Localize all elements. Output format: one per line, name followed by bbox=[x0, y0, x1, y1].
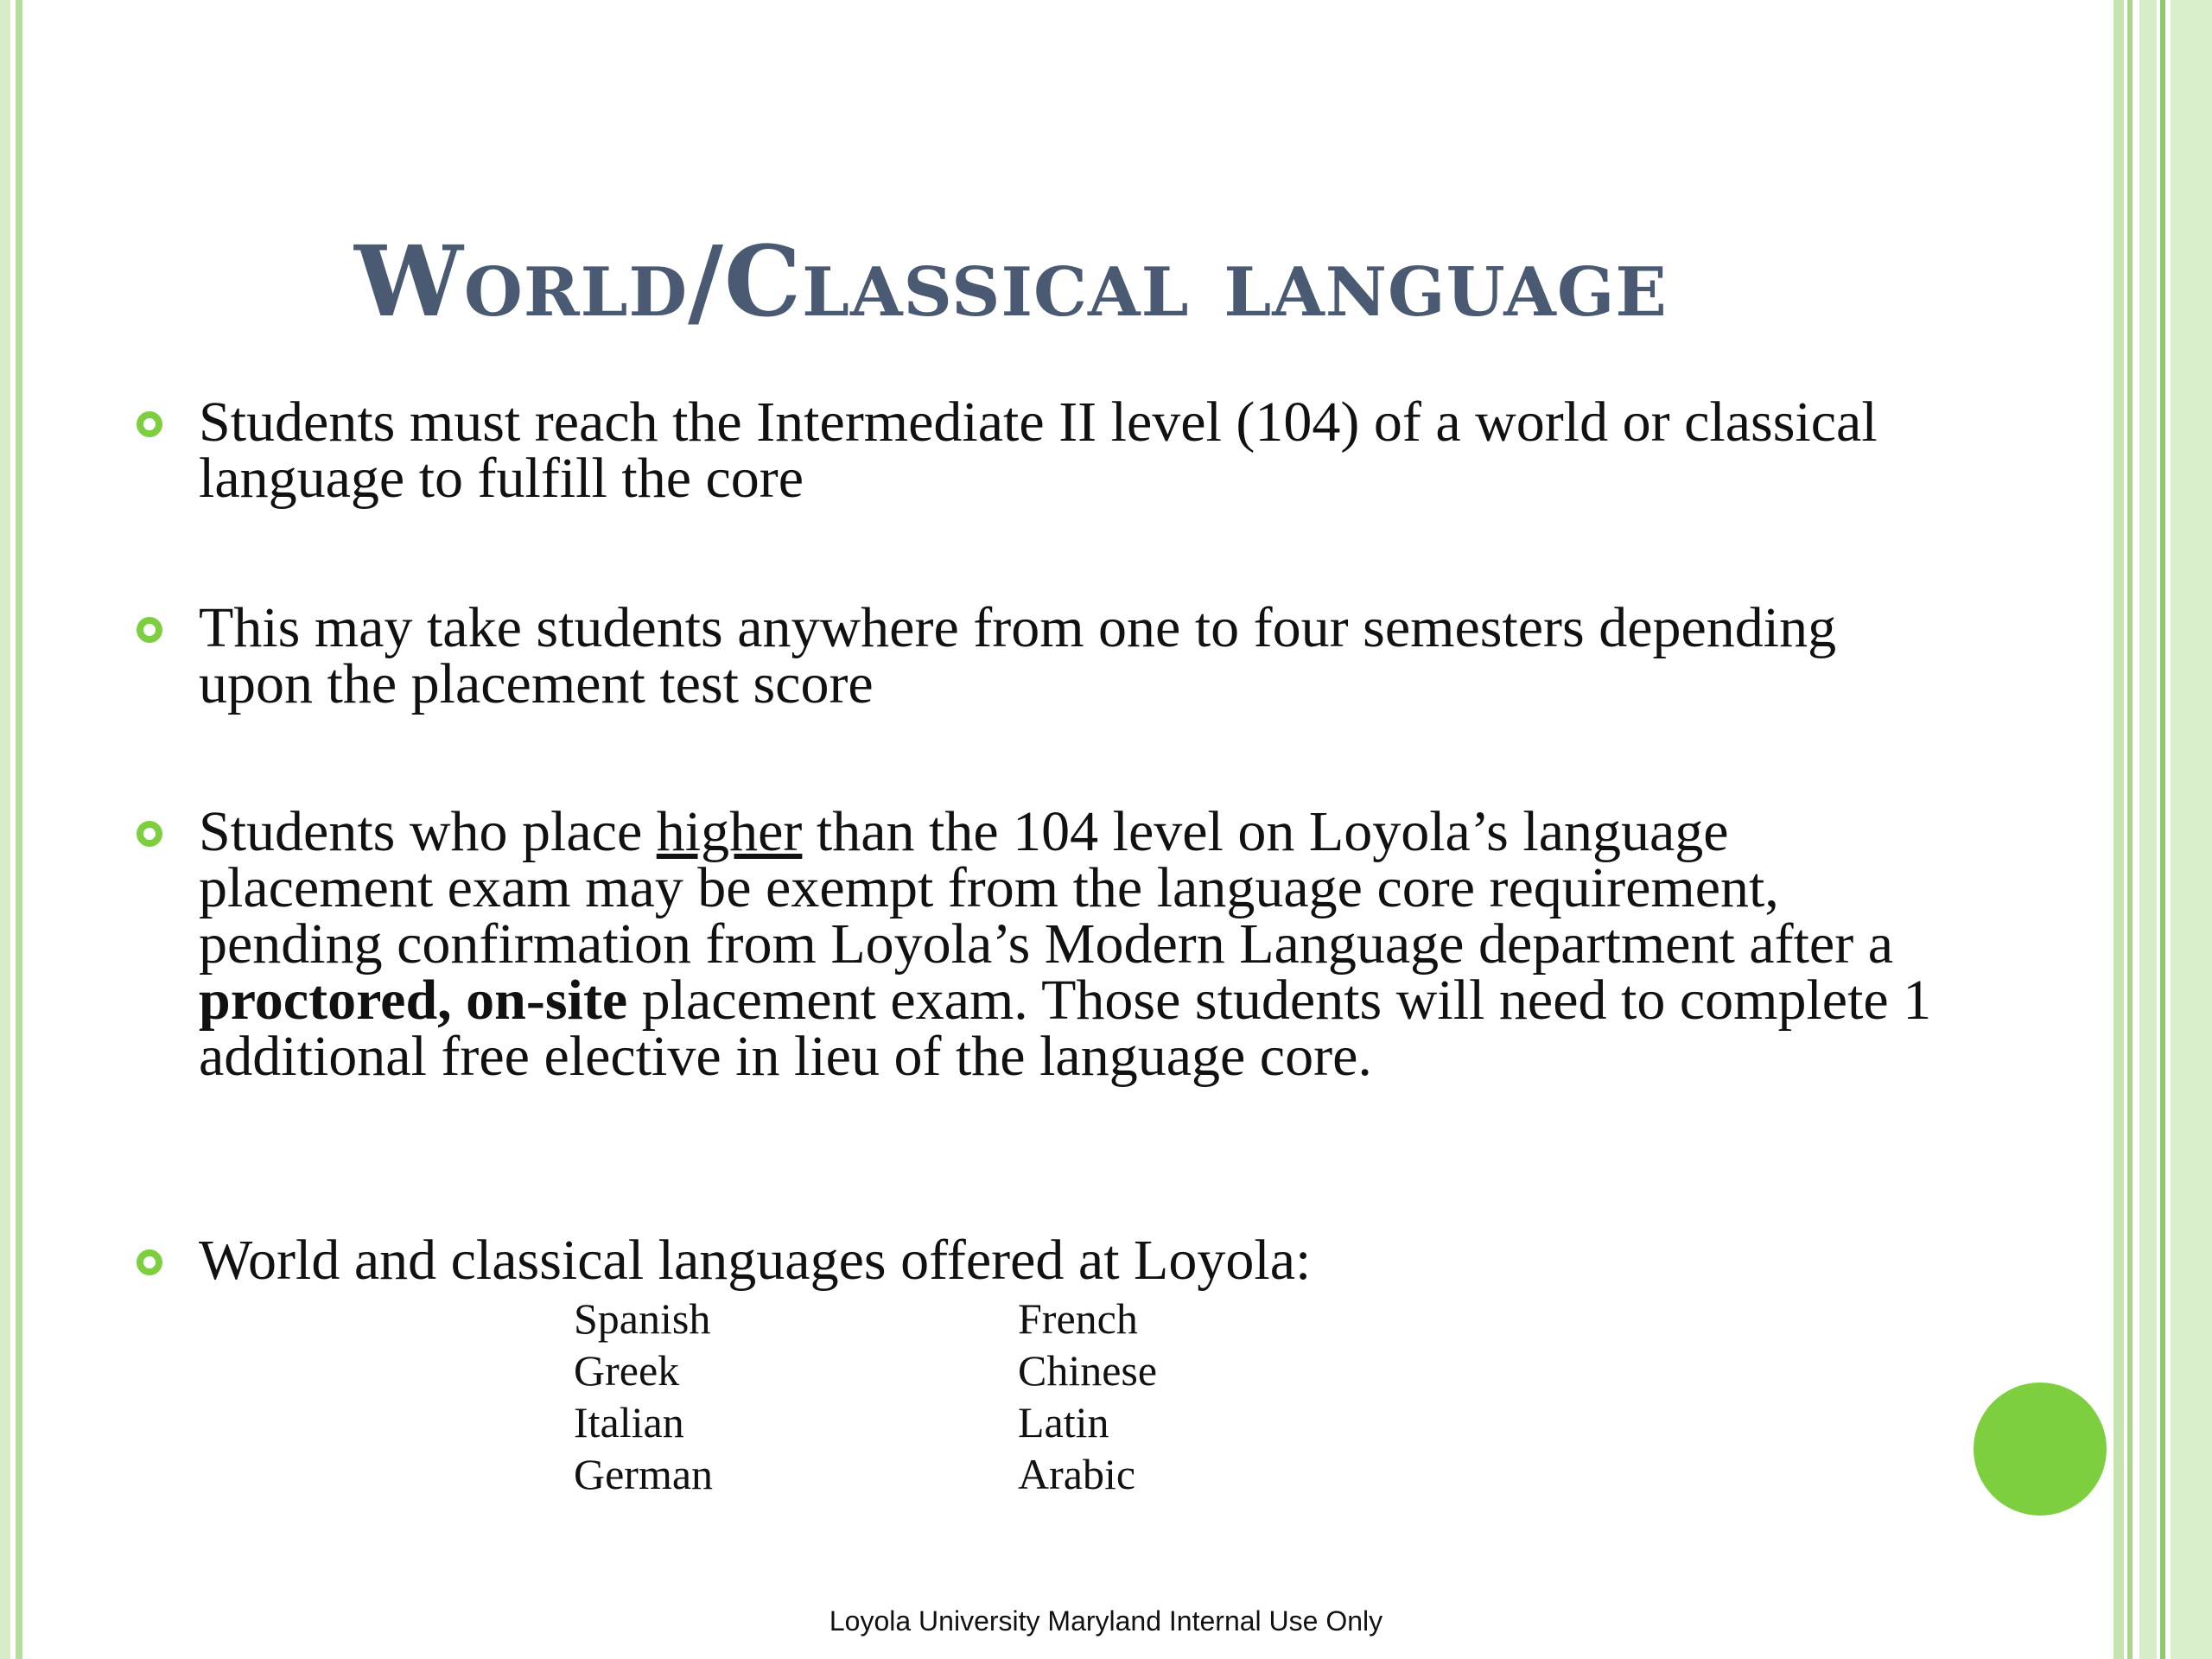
slide-title: World/Classical language bbox=[354, 226, 1668, 339]
language-item: Arabic bbox=[1018, 1450, 1136, 1498]
language-item: French bbox=[1018, 1294, 1138, 1343]
bullet-text: Students must reach the Intermediate II level (104) of a world or classical language to fulfill the core bbox=[199, 391, 1878, 510]
language-item: Greek bbox=[574, 1346, 680, 1395]
decorative-green-circle bbox=[1974, 1382, 2107, 1516]
language-item: Italian bbox=[574, 1398, 684, 1446]
bullet-circle-icon bbox=[137, 411, 162, 437]
bold-phrase: proctored, on-site bbox=[199, 969, 628, 1032]
language-item: Latin bbox=[1018, 1398, 1109, 1446]
bullet-text: This may take students anywhere from one to four semesters depending upon the placement test score bbox=[199, 596, 1837, 715]
languages-column-left bbox=[574, 1293, 919, 1500]
right-border-stripe bbox=[2160, 0, 2165, 1659]
right-border-stripe bbox=[2139, 0, 2157, 1659]
language-item: Chinese bbox=[1018, 1346, 1158, 1395]
right-border-stripe bbox=[2171, 0, 2212, 1659]
bullet-text: World and classical languages offered at Loyola: bbox=[199, 1229, 1312, 1292]
footer-text: Loyola University Maryland Internal Use Only bbox=[829, 1605, 1383, 1637]
right-border-stripe bbox=[2127, 0, 2133, 1659]
right-border-stripe bbox=[2113, 0, 2124, 1659]
language-item: German bbox=[574, 1450, 714, 1498]
language-item: Spanish bbox=[574, 1294, 711, 1343]
bullet-circle-icon bbox=[137, 1249, 162, 1275]
languages-column-right bbox=[1018, 1293, 1363, 1500]
bullet-circle-icon bbox=[137, 617, 162, 643]
bullet-text-segment: placement exam. Those students will need to complete 1 additional free elective in lieu of the language core. bbox=[199, 969, 1932, 1088]
bullet-text-segment: than the 104 level on Loyola’s language placement exam may be exempt from the language core requirement, pending confirmation from Loyola’s Modern Language department after a bbox=[199, 800, 1893, 976]
bullet-text-segment: Students who place bbox=[199, 800, 657, 863]
bullet-circle-icon bbox=[137, 821, 162, 847]
underlined-word: higher bbox=[656, 800, 803, 863]
bullet-text bbox=[199, 800, 1936, 1088]
